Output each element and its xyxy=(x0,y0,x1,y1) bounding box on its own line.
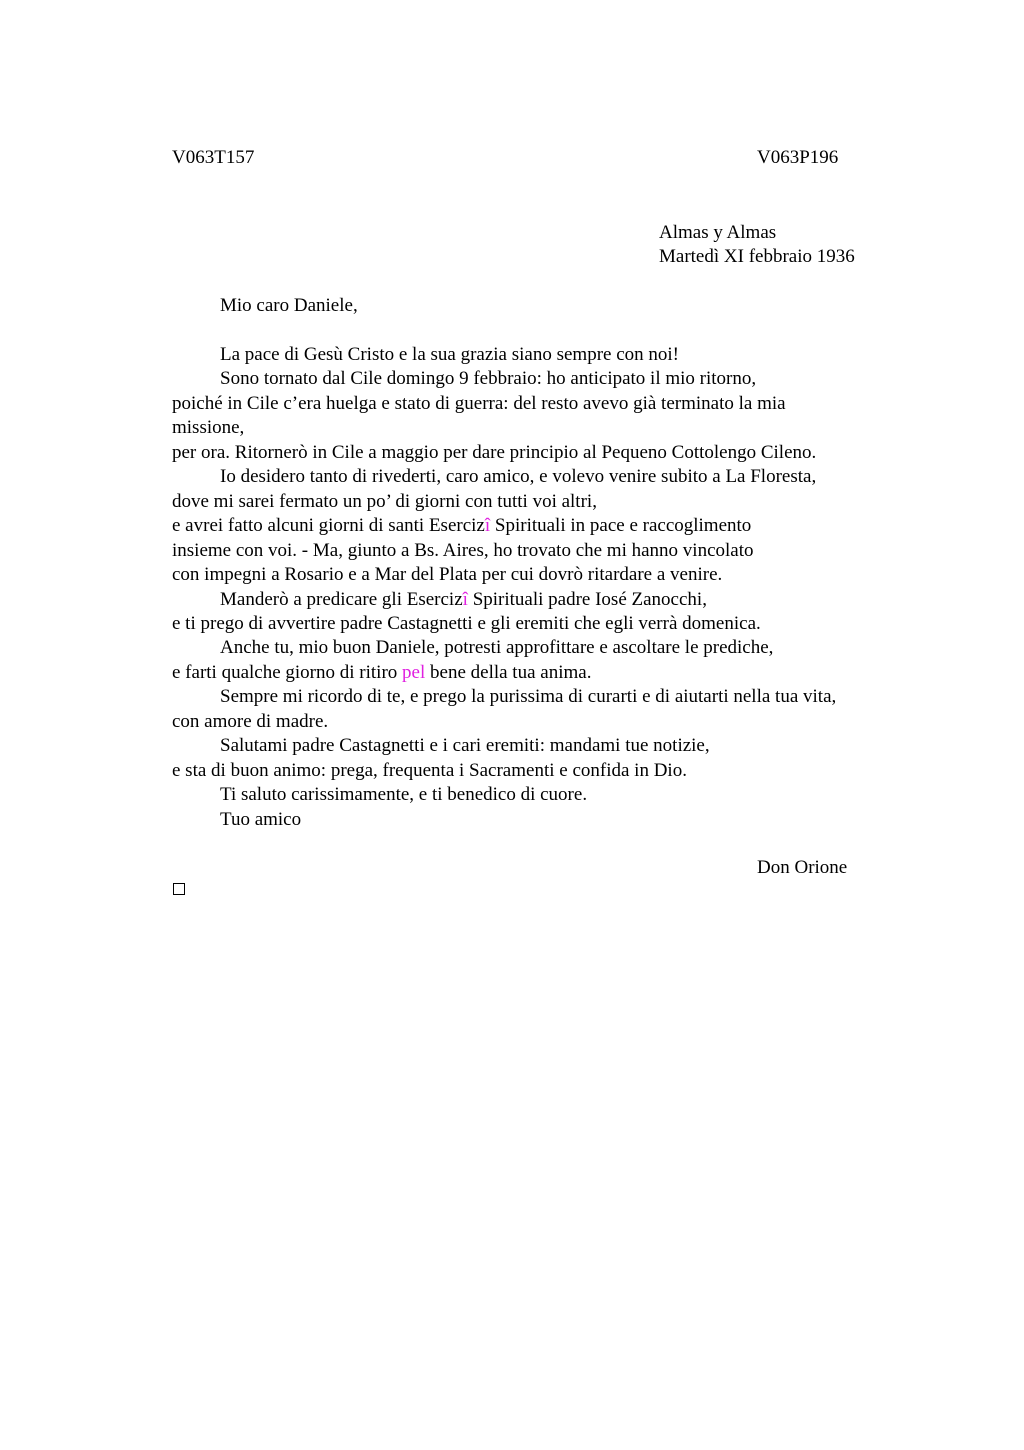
body-line: Salutami padre Castagnetti e i cari eremiti: mandami tue notizie, xyxy=(220,735,710,756)
body-text: Spirituali in pace e raccoglimento xyxy=(490,515,752,536)
signature: Don Orione xyxy=(757,857,848,878)
left-reference-code: V063T157 xyxy=(172,147,255,168)
body-line: dove mi sarei fermato un po’ di giorni con tutti voi altri, xyxy=(172,491,597,512)
body-line: Io desidero tanto di rivederti, caro amico, e volevo venire subito a La Floresta, xyxy=(220,466,817,487)
body-line xyxy=(220,589,707,611)
body-line: con impegni a Rosario e a Mar del Plata per cui dovrò ritardare a venire. xyxy=(172,564,723,585)
body-text: bene della tua anima. xyxy=(425,662,592,683)
body-text: Spirituali padre Iosé Zanocchi, xyxy=(467,589,707,610)
body-line xyxy=(172,515,751,537)
body-line xyxy=(172,662,591,684)
body-line: Sono tornato dal Cile domingo 9 febbraio: ho anticipato il mio ritorno, xyxy=(220,368,757,389)
editorial-mark: pel xyxy=(402,662,426,683)
editorial-mark: î xyxy=(462,589,468,610)
body-line: poiché in Cile c’era huelga e stato di guerra: del resto avevo già terminato la mia xyxy=(172,393,786,414)
editorial-mark: î xyxy=(484,515,491,536)
body-line: insieme con voi. - Ma, giunto a Bs. Aires, ho trovato che mi hanno vincolato xyxy=(172,540,754,561)
body-line: per ora. Ritornerò in Cile a maggio per dare principio al Pequeno Cottolengo Cileno. xyxy=(172,442,817,463)
body-line: con amore di madre. xyxy=(172,711,329,732)
right-reference-code: V063P196 xyxy=(757,147,839,168)
letter-place: Almas y Almas xyxy=(659,222,777,243)
body-line: Ti saluto carissimamente, e ti benedico di cuore. xyxy=(220,784,588,805)
letter-date: Martedì XI febbraio 1936 xyxy=(659,246,855,267)
body-line: e sta di buon animo: prega, frequenta i Sacramenti e confida in Dio. xyxy=(172,760,687,781)
empty-box-icon xyxy=(173,883,185,895)
body-line: Anche tu, mio buon Daniele, potresti approfittare e ascoltare le prediche, xyxy=(220,637,774,658)
body-line: Sempre mi ricordo di te, e prego la purissima di curarti e di aiutarti nella tua vita, xyxy=(220,686,837,707)
body-text: e farti qualche giorno di ritiro xyxy=(172,662,403,683)
body-line: e ti prego di avvertire padre Castagnetti e gli eremiti che egli verrà domenica. xyxy=(172,613,761,634)
body-line: Tuo amico xyxy=(220,809,302,830)
body-line: missione, xyxy=(172,417,245,438)
body-line: La pace di Gesù Cristo e la sua grazia siano sempre con noi! xyxy=(220,344,680,365)
salutation: Mio caro Daniele, xyxy=(220,295,358,316)
body-text: Manderò a predicare gli Eserciz xyxy=(220,589,463,610)
body-text: e avrei fatto alcuni giorni di santi Eserciz xyxy=(172,515,485,536)
